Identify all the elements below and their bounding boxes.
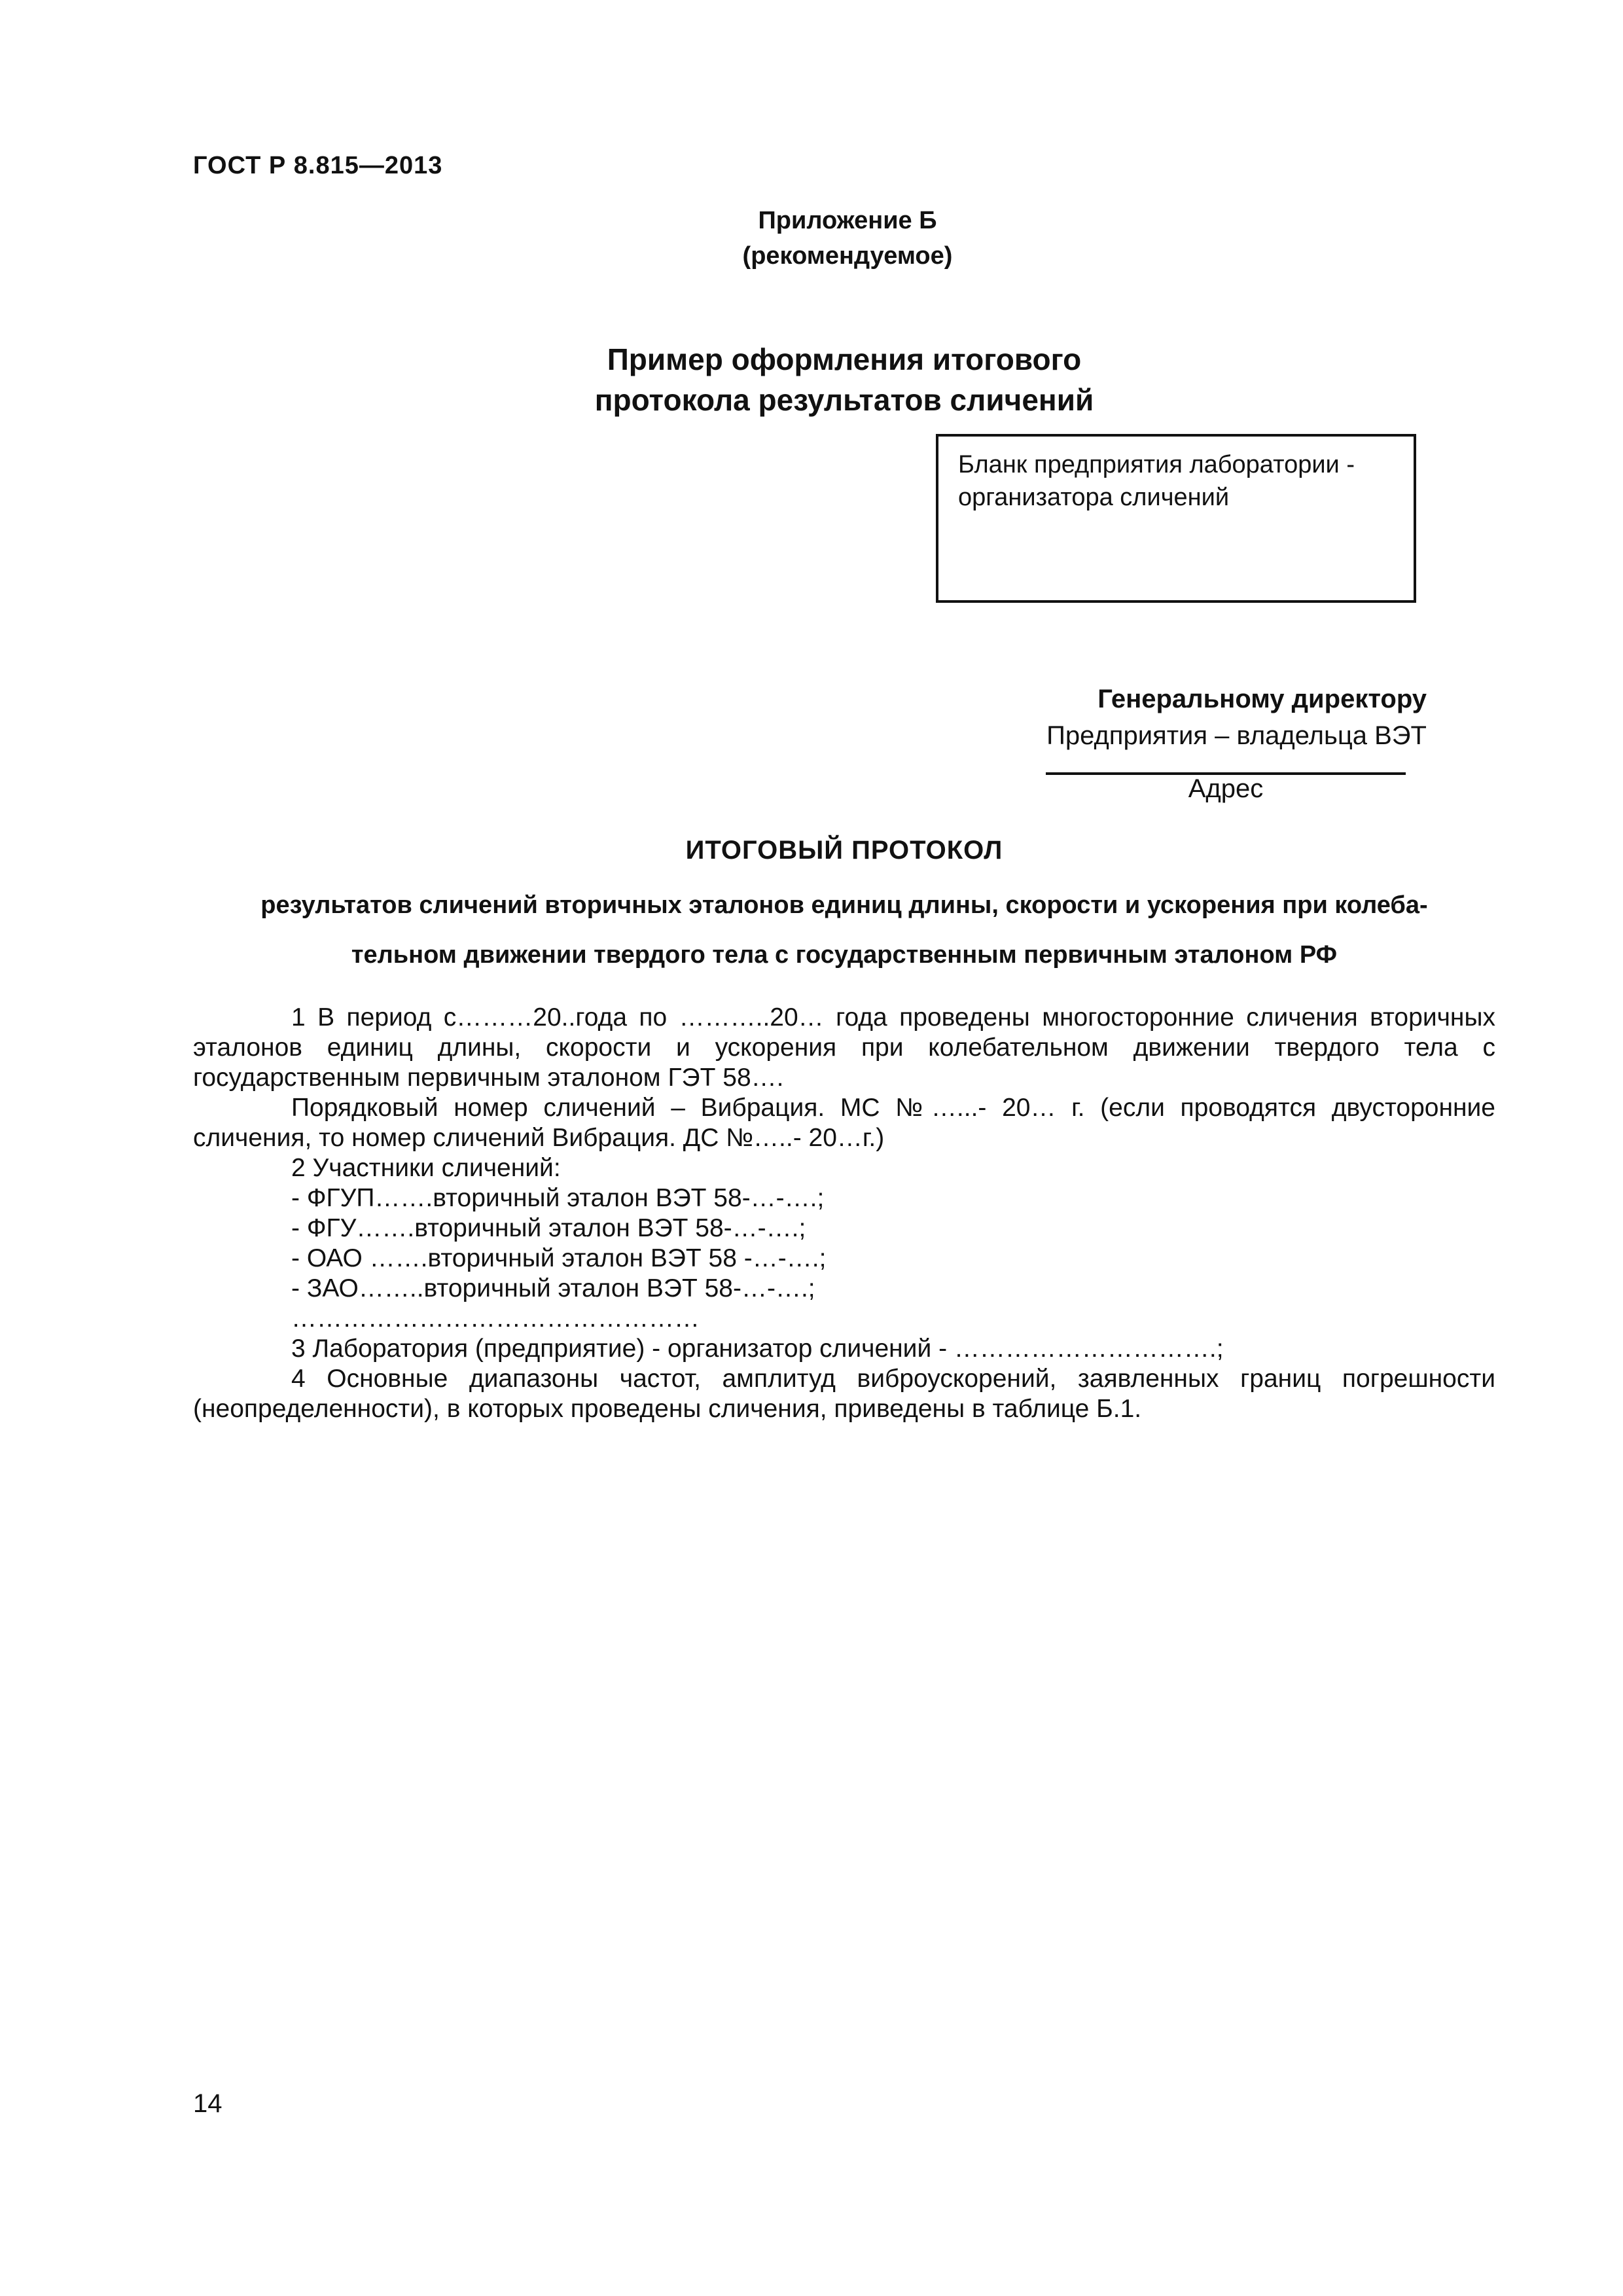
example-title-line-2: протокола результатов сличений <box>594 383 1094 417</box>
example-title-line-1: Пример оформления итогового <box>607 342 1082 376</box>
letterhead-line-1: Бланк предприятия лаборатории - <box>958 451 1355 478</box>
letterhead-line-2: организатора сличений <box>958 484 1230 511</box>
document-code: ГОСТ Р 8.815—2013 <box>193 152 443 179</box>
paragraph-period: 1 В период с………20..года по ………..20… года проведены многосторонние сличения вторичных эталонов единиц длины, скорости и ускорения при колебательном движении твердого тела с государственным первичным эталоном ГЭТ 58…. <box>193 1003 1495 1092</box>
protocol-subtitle-line-1: результатов сличений вторичных эталонов единиц длины, скорости и ускорения при колеба- <box>260 891 1428 919</box>
letterhead-box <box>936 434 1416 603</box>
example-title <box>0 339 1623 420</box>
paragraph-ranges: 4 Основные диапазоны частот, амплитуд виброускорений, заявленных границ погрешности (неопределенности), в которых проведены сличения, приведены в таблице Б.1. <box>193 1365 1495 1423</box>
paragraph-organizer: 3 Лаборатория (предприятие) - организатор сличений - ………………………….; <box>291 1335 1224 1363</box>
protocol-title: ИТОГОВЫЙ ПРОТОКОЛ <box>685 836 1003 865</box>
appendix-heading <box>0 203 1623 274</box>
protocol-body <box>193 1003 1495 1424</box>
page-number: 14 <box>193 2089 223 2118</box>
participant-item: - ФГУ…….вторичный эталон ВЭТ 58-…-….; <box>291 1214 806 1242</box>
address-label: Адрес <box>1188 774 1264 803</box>
paragraph-participants-heading: 2 Участники сличений: <box>291 1154 561 1182</box>
appendix-title: Приложение Б <box>758 207 937 234</box>
protocol-subtitle <box>193 880 1495 980</box>
recipient-title: Генеральному директору <box>1097 685 1427 713</box>
protocol-subtitle-line-2: тельном движении твердого тела с государственным первичным эталоном РФ <box>351 941 1338 969</box>
recipient-organization: Предприятия – владельца ВЭТ <box>1046 721 1427 750</box>
recipient-block <box>982 681 1427 754</box>
participant-item: - ЗАО……..вторичный эталон ВЭТ 58-…-….; <box>291 1274 815 1302</box>
participant-item: - ОАО …….вторичный эталон ВЭТ 58 -…-….; <box>291 1244 827 1272</box>
paragraph-comparison-number: Порядковый номер сличений – Вибрация. МС №…...- 20… г. (если проводятся двусторонние сличения, то номер сличений Вибрация. ДС №…..- 20…г.) <box>193 1094 1495 1152</box>
participant-item: ………………………………………… <box>291 1304 700 1333</box>
appendix-status: (рекомендуемое) <box>742 242 953 270</box>
participant-item: - ФГУП…….вторичный эталон ВЭТ 58-…-….; <box>291 1184 825 1212</box>
